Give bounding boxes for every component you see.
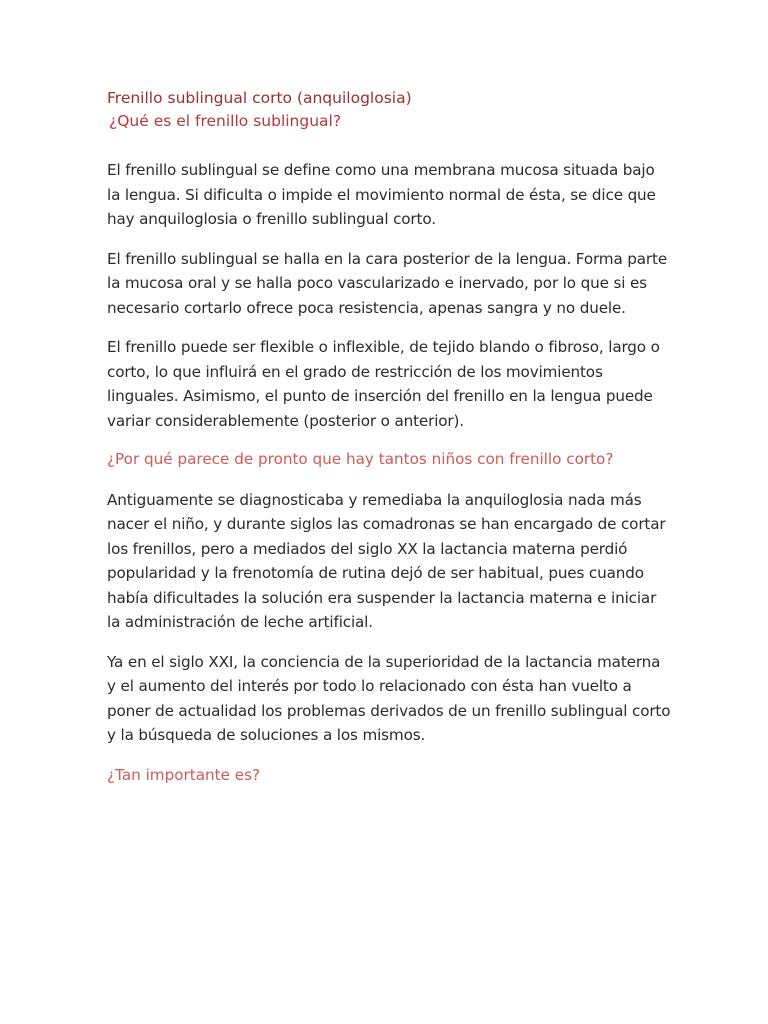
- document-title: Frenillo sublingual corto (anquiloglosia): [107, 89, 412, 107]
- paragraph-location: El frenillo sublingual se halla en la cara posterior de la lengua. Forma parte la mucosa oral y se halla poco vascularizado e inervado, por lo que si es necesario cortarlo ofrece poca resistencia, apenas sangra y no duele.: [107, 249, 668, 317]
- paragraph-21st-century: Ya en el siglo XXI, la conciencia de la superioridad de la lactancia materna y el aumento del interés por todo lo relacionado con ésta han vuelto a poner de actualidad los problemas derivados de un frenillo sublingual corto y la búsqueda de soluciones a los mismos.: [107, 652, 671, 744]
- paragraph-definition: El frenillo sublingual se define como una membrana mucosa situada bajo la lengua. Si dificulta o impide el movimiento normal de ésta, se dice que hay anquiloglosia o frenillo sublingual corto.: [107, 161, 656, 228]
- section-heading-what-is: ¿Qué es el frenillo sublingual?: [109, 112, 342, 130]
- paragraph-types: El frenillo puede ser flexible o inflexible, de tejido blando o fibroso, largo o corto, lo que influirá en el grado de restricción de los movimientos linguales. Asimismo, el punto de inserción del frenillo en la lengua puede variar considerablemente (posterior o anterior).: [107, 338, 660, 430]
- document-page: [107, 88, 672, 787]
- paragraph-history: Antiguamente se diagnosticaba y remediaba la anquiloglosia nada más nacer el niño, y durante siglos las comadronas se han encargado de cortar los frenillos, pero a mediados del siglo XX la lactancia materna perdió popularidad y la frenotomía de rutina dejó de ser habitual, pues cuando había dificultades la solución era suspender la lactancia materna e iniciar la administración de leche artificial.: [107, 490, 666, 631]
- section-heading-why-so-many: ¿Por qué parece de pronto que hay tantos niños con frenillo corto?: [107, 450, 614, 468]
- section-heading-how-important: ¿Tan importante es?: [107, 765, 261, 784]
